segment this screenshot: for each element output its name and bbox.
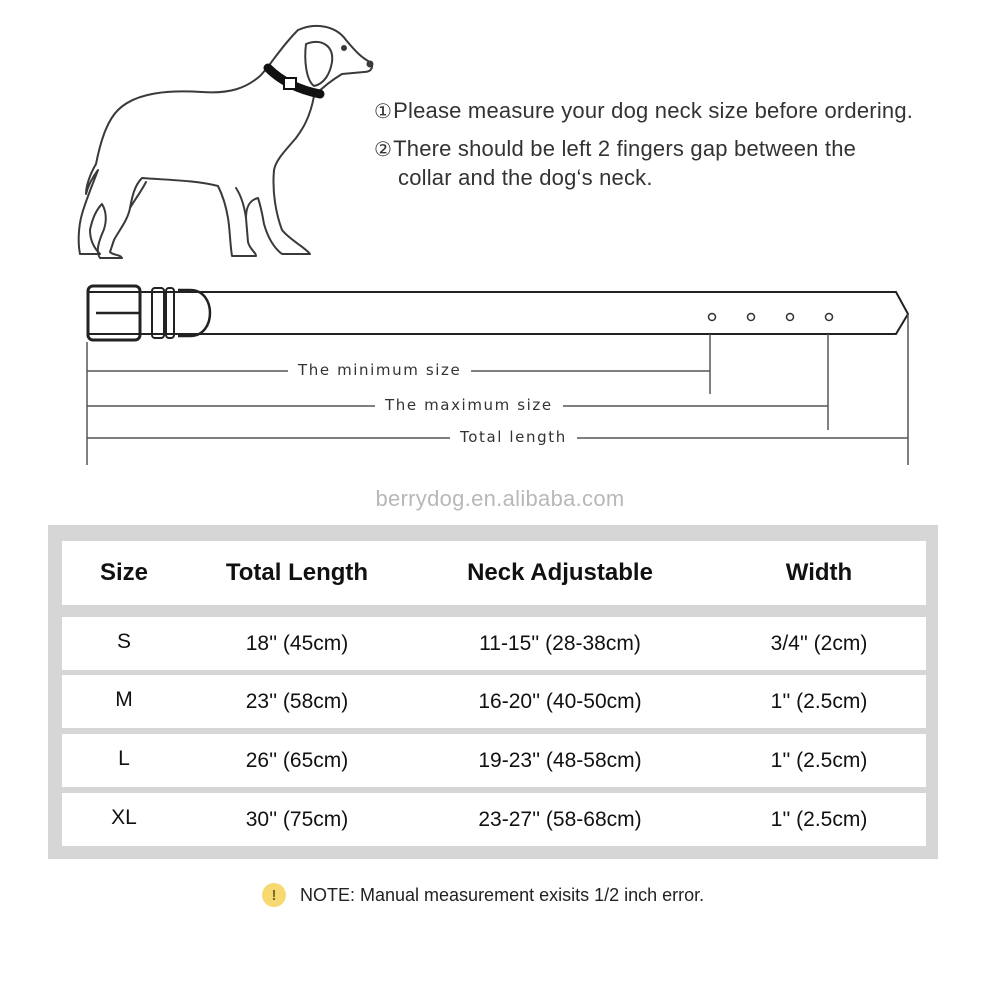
table-row	[62, 675, 926, 728]
cell-size: XL	[111, 805, 137, 829]
instruction-1-text: Please measure your dog neck size before ordering.	[393, 98, 914, 123]
table-row	[62, 734, 926, 787]
cell-width: 1'' (2.5cm)	[770, 689, 868, 713]
cell-total-length: 30'' (75cm)	[245, 807, 349, 831]
watermark: berrydog.en.alibaba.com	[375, 486, 625, 511]
measurement-note	[262, 880, 704, 910]
header-width: Width	[785, 559, 853, 586]
cell-width: 1'' (2.5cm)	[770, 748, 868, 772]
cell-neck-adjustable: 19-23'' (48-58cm)	[478, 748, 642, 772]
cell-neck-adjustable: 16-20'' (40-50cm)	[478, 689, 642, 713]
dog-illustration	[70, 18, 380, 268]
table-row	[62, 793, 926, 846]
total-length-label: Total length	[450, 430, 577, 445]
cell-size: L	[118, 746, 130, 770]
header-total-length: Total Length	[225, 559, 369, 586]
header-size: Size	[99, 559, 149, 586]
cell-total-length: 23'' (58cm)	[245, 689, 349, 713]
instruction-2-text: There should be left 2 fingers gap between the	[393, 136, 857, 161]
cell-neck-adjustable: 23-27'' (58-68cm)	[478, 807, 642, 831]
warning-icon: !	[262, 883, 286, 907]
instruction-1-number: ①	[374, 101, 393, 123]
cell-size: M	[115, 687, 133, 711]
cell-total-length: 18'' (45cm)	[245, 631, 349, 655]
cell-size: S	[116, 629, 131, 653]
header-neck-adjustable: Neck Adjustable	[467, 559, 653, 586]
cell-width: 3/4'' (2cm)	[770, 631, 868, 655]
minimum-size-label: The minimum size	[288, 363, 471, 378]
instruction-2-continuation: collar and the dog‘s neck.	[398, 165, 653, 190]
table-header-row	[62, 541, 926, 605]
maximum-size-label: The maximum size	[375, 398, 563, 413]
cell-neck-adjustable: 11-15'' (28-38cm)	[479, 631, 641, 655]
cell-width: 1'' (2.5cm)	[770, 807, 868, 831]
table-row	[62, 617, 926, 670]
cell-total-length: 26'' (65cm)	[245, 748, 349, 772]
instruction-1	[374, 100, 913, 122]
instruction-2	[374, 138, 856, 160]
note-text: NOTE: Manual measurement exisits 1/2 inch error.	[300, 884, 705, 905]
instruction-2-number: ②	[374, 139, 393, 161]
